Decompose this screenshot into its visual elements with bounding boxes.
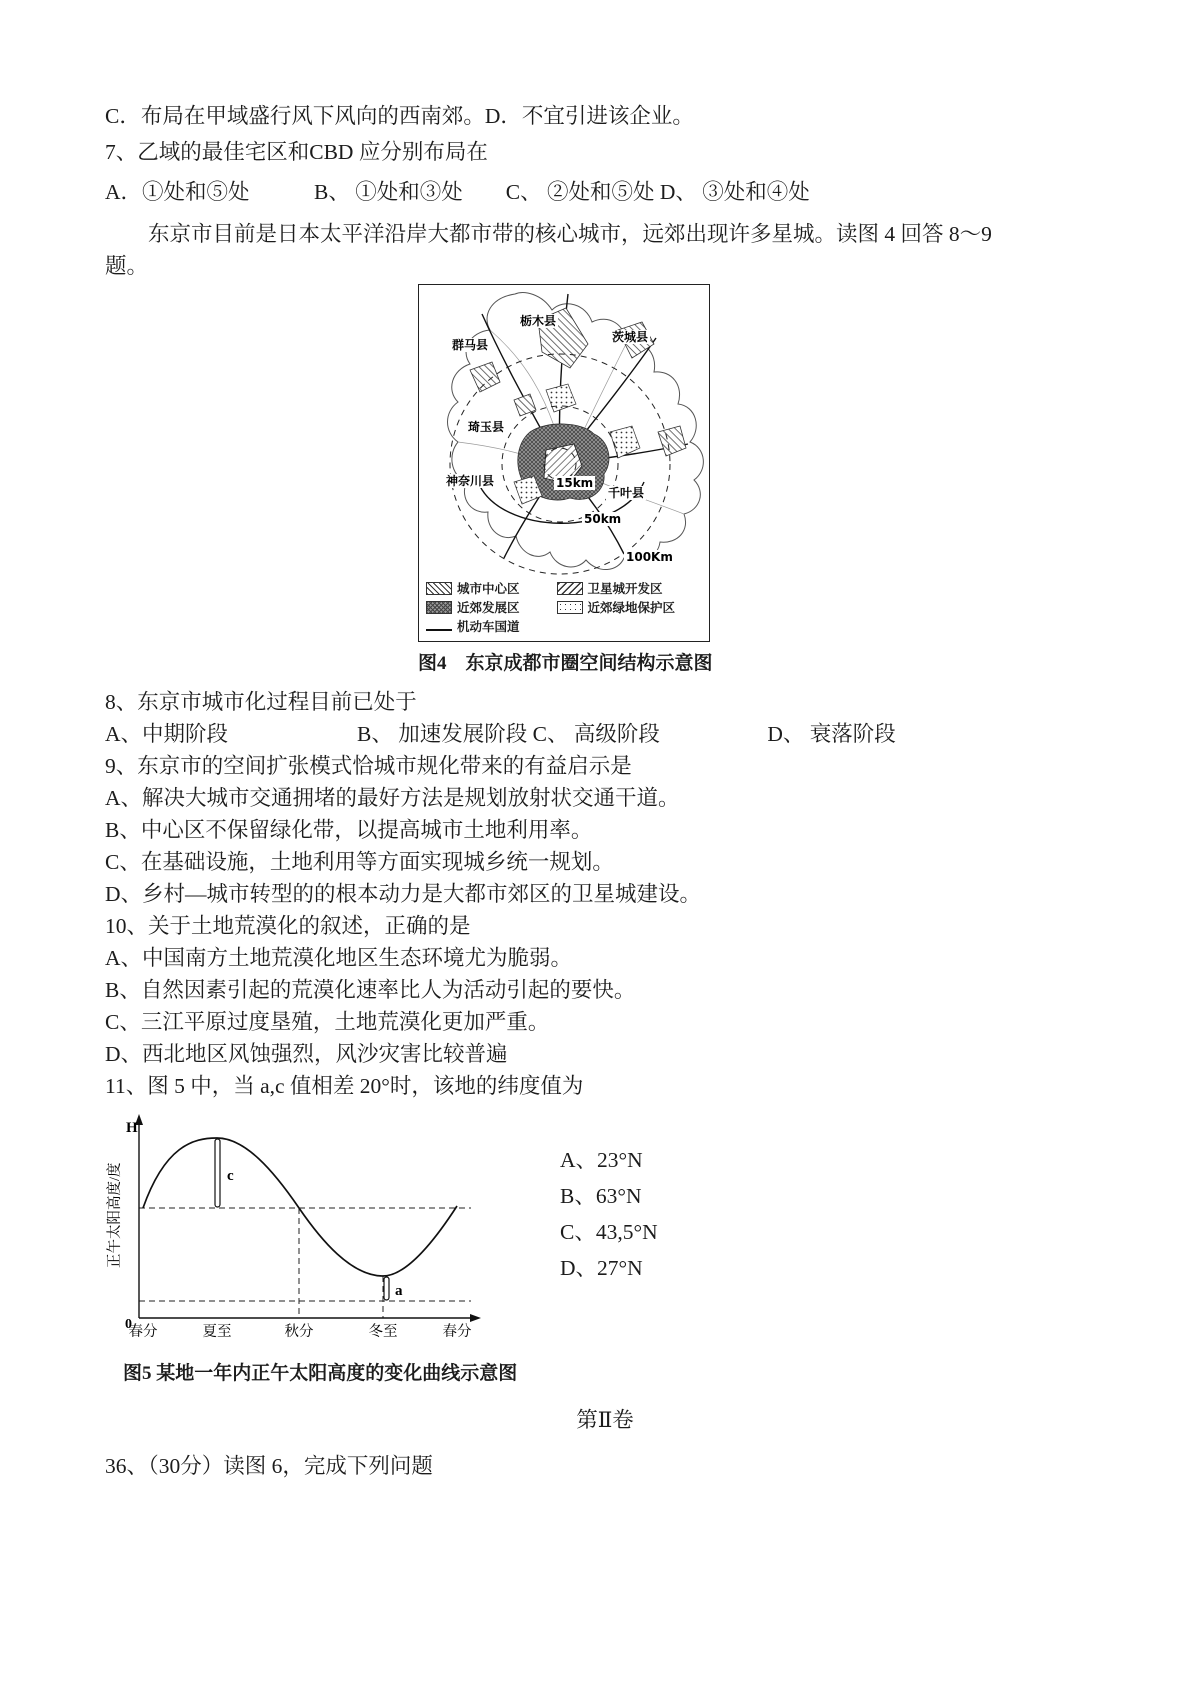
- axes: [139, 1122, 473, 1318]
- tokyo-map-drawing: [420, 286, 708, 578]
- legend-item-motorway: [426, 619, 553, 634]
- legend-label: 卫星城开发区: [587, 581, 663, 596]
- figure-5: [105, 1108, 518, 1390]
- q10-stem: 10、关于土地荒漠化的叙述，正确的是: [105, 914, 471, 938]
- map-legend: [419, 578, 709, 641]
- figure-4-caption: 图4 东京成都市圈空间结构示意图: [418, 653, 713, 674]
- suburb-development-swatch-icon: [426, 601, 452, 614]
- city-center-swatch-icon: [426, 582, 452, 595]
- y-axis-top-label: H: [126, 1120, 138, 1136]
- tokyo-map: [420, 286, 708, 578]
- solar-altitude-chart: [105, 1108, 485, 1343]
- legend-item-satellite-city: [557, 581, 702, 596]
- q9-stem: 9、东京市的空间扩张模式恰城市规化带来的有益启示是: [105, 754, 632, 778]
- q10-option-c: C、三江平原过度垦殖，土地荒漠化更加严重。: [105, 1010, 550, 1034]
- q11-option-c: C、43,5°N: [560, 1220, 658, 1244]
- motorway-line-icon: [426, 629, 452, 631]
- q10-option-a: A、中国南方土地荒漠化地区生态环境尤为脆弱。: [105, 946, 573, 970]
- mark-a-label: a: [395, 1283, 403, 1299]
- satellite-city-swatch-icon: [557, 582, 583, 595]
- map-label-50km: 50km: [584, 512, 622, 526]
- x-tick-spring1: 春分: [128, 1324, 158, 1340]
- x-tick-summer: 夏至: [202, 1324, 232, 1340]
- legend-item-greenbelt: [557, 600, 702, 615]
- figure-4: [418, 284, 713, 680]
- legend-item-suburb-development: [426, 600, 553, 615]
- a-bracket: [384, 1277, 389, 1300]
- legend-label: 机动车国道: [457, 619, 520, 634]
- q9-option-b: B、中心区不保留绿化带，以提高城市土地利用率。: [105, 818, 593, 842]
- q11-option-b: B、63°N: [560, 1184, 642, 1208]
- legend-label: 城市中心区: [457, 581, 520, 596]
- q11-option-d: D、27°N: [560, 1256, 643, 1280]
- q7-stem: 7、乙域的最佳宅区和CBD 应分别布局在: [105, 140, 488, 164]
- legend-label: 近郊绿地保护区: [587, 600, 676, 615]
- map-label-tochigi: 栃木县: [520, 314, 557, 328]
- c-bracket: [215, 1139, 220, 1207]
- y-axis-label: 正午太阳高度/度: [107, 1162, 123, 1268]
- x-tick-spring2: 春分: [442, 1324, 472, 1340]
- option-line-cd: C．布局在甲域盛行风下风向的西南郊。D．不宜引进该企业。: [105, 104, 694, 128]
- q7-options: A．①处和⑤处 B、 ①处和③处 C、 ②处和⑤处 D、 ③处和④处: [105, 180, 810, 204]
- mark-c-label: c: [227, 1168, 234, 1184]
- figure-5-block: [105, 1108, 1105, 1390]
- solar-altitude-curve: [143, 1138, 457, 1276]
- map-label-saitama: 琦玉县: [468, 420, 505, 434]
- q11-options: [560, 1108, 658, 1390]
- map-label-ibaraki: 茨城县: [612, 330, 649, 344]
- q9-option-c: C、在基础设施，土地利用等方面实现城乡统一规划。: [105, 850, 614, 874]
- legend-item-city-center: [426, 581, 553, 596]
- q8-options: A、中期阶段 B、 加速发展阶段 C、 高级阶段 D、 衰落阶段: [105, 722, 896, 746]
- intro-question-8-9: 东京市目前是日本太平洋沿岸大都市带的核心城市，远郊出现许多星城。读图 4 回答 8～9 题。: [105, 222, 998, 278]
- legend-label: 近郊发展区: [457, 600, 520, 615]
- figure-5-caption: 图5 某地一年内正午太阳高度的变化曲线示意图: [123, 1363, 518, 1384]
- map-label-100km: 100Km: [626, 550, 673, 564]
- q8-stem: 8、东京市城市化过程目前已处于: [105, 690, 417, 714]
- x-tick-autumn: 秋分: [284, 1324, 314, 1340]
- x-tick-winter: 冬至: [368, 1324, 398, 1340]
- origin-label: 0: [125, 1317, 132, 1332]
- map-label-chiba: 千叶县: [608, 486, 645, 500]
- section-2-heading: 第Ⅱ卷: [576, 1408, 634, 1432]
- greenbelt-swatch-icon: [557, 601, 583, 614]
- q9-option-a: A、解决大城市交通拥堵的最好方法是规划放射状交通干道。: [105, 786, 680, 810]
- q11-option-a: A、23°N: [560, 1148, 643, 1172]
- dashed-guides: [139, 1208, 471, 1318]
- map-label-15km: 15km: [556, 476, 594, 490]
- q11-stem: 11、图 5 中，当 a,c 值相差 20°时，该地的纬度值为: [105, 1074, 584, 1098]
- q10-option-b: B、自然因素引起的荒漠化速率比人为活动引起的要快。: [105, 978, 636, 1002]
- x-axis-arrow-icon: [470, 1314, 481, 1322]
- q36-stem: 36、（30分）读图 6，完成下列问题: [105, 1454, 433, 1478]
- map-label-gunma: 群马县: [452, 338, 489, 352]
- figure-4-box: [418, 284, 710, 642]
- map-label-kanagawa: 神奈川县: [446, 474, 495, 488]
- q10-option-d: D、西北地区风蚀强烈，风沙灾害比较普遍: [105, 1042, 508, 1066]
- q9-option-d: D、乡村—城市转型的的根本动力是大都市郊区的卫星城建设。: [105, 882, 702, 906]
